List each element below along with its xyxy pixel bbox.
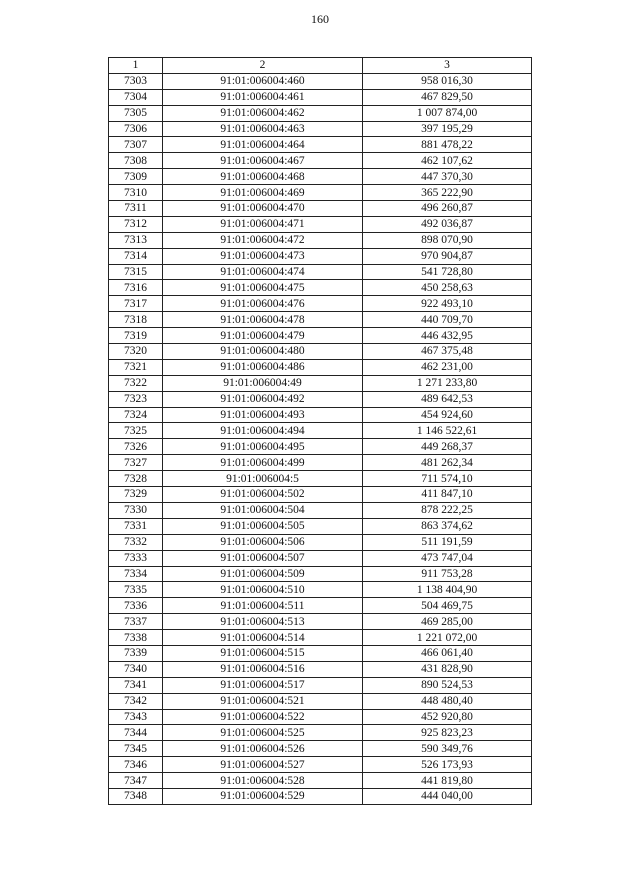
value-cell: 1 146 522,61	[363, 423, 532, 439]
value-cell: 466 061,40	[363, 645, 532, 661]
row-number-cell: 7321	[109, 359, 163, 375]
value-cell: 881 478,22	[363, 137, 532, 153]
cadastral-number-cell: 91:01:006004:526	[163, 741, 363, 757]
value-cell: 450 258,63	[363, 280, 532, 296]
row-number-cell: 7312	[109, 216, 163, 232]
row-number-cell: 7319	[109, 328, 163, 344]
table-row	[109, 328, 532, 344]
table-row	[109, 502, 532, 518]
value-cell: 448 480,40	[363, 693, 532, 709]
value-cell: 541 728,80	[363, 264, 532, 280]
row-number-cell: 7342	[109, 693, 163, 709]
value-cell: 473 747,04	[363, 550, 532, 566]
table-row	[109, 455, 532, 471]
row-number-cell: 7304	[109, 89, 163, 105]
value-cell: 452 920,80	[363, 709, 532, 725]
row-number-cell: 7309	[109, 169, 163, 185]
cadastral-number-cell: 91:01:006004:522	[163, 709, 363, 725]
cadastral-number-cell: 91:01:006004:499	[163, 455, 363, 471]
table-row	[109, 185, 532, 201]
cadastral-number-cell: 91:01:006004:527	[163, 757, 363, 773]
header-row	[109, 58, 532, 74]
row-number-cell: 7303	[109, 73, 163, 89]
row-number-cell: 7348	[109, 788, 163, 804]
value-cell: 925 823,23	[363, 725, 532, 741]
row-number-cell: 7344	[109, 725, 163, 741]
row-number-cell: 7337	[109, 614, 163, 630]
table-row	[109, 582, 532, 598]
table-row	[109, 248, 532, 264]
cadastral-number-cell: 91:01:006004:462	[163, 105, 363, 121]
cadastral-number-cell: 91:01:006004:513	[163, 614, 363, 630]
cadastral-number-cell: 91:01:006004:514	[163, 630, 363, 646]
table-row	[109, 169, 532, 185]
table-row	[109, 375, 532, 391]
table-row	[109, 264, 532, 280]
cadastral-number-cell: 91:01:006004:509	[163, 566, 363, 582]
value-cell: 911 753,28	[363, 566, 532, 582]
cadastral-number-cell: 91:01:006004:525	[163, 725, 363, 741]
cadastral-table	[108, 57, 532, 805]
table-row	[109, 216, 532, 232]
cadastral-number-cell: 91:01:006004:511	[163, 598, 363, 614]
row-number-cell: 7332	[109, 534, 163, 550]
cadastral-number-cell: 91:01:006004:475	[163, 280, 363, 296]
table-row	[109, 598, 532, 614]
value-cell: 489 642,53	[363, 391, 532, 407]
table-row	[109, 773, 532, 789]
row-number-cell: 7322	[109, 375, 163, 391]
column-header-2: 2	[163, 58, 363, 74]
value-cell: 469 285,00	[363, 614, 532, 630]
table-row	[109, 645, 532, 661]
table-row	[109, 153, 532, 169]
table-row	[109, 391, 532, 407]
value-cell: 863 374,62	[363, 518, 532, 534]
value-cell: 492 036,87	[363, 216, 532, 232]
row-number-cell: 7323	[109, 391, 163, 407]
cadastral-number-cell: 91:01:006004:470	[163, 201, 363, 217]
cadastral-number-cell: 91:01:006004:506	[163, 534, 363, 550]
row-number-cell: 7347	[109, 773, 163, 789]
row-number-cell: 7339	[109, 645, 163, 661]
value-cell: 496 260,87	[363, 201, 532, 217]
column-header-3: 3	[363, 58, 532, 74]
cadastral-number-cell: 91:01:006004:469	[163, 185, 363, 201]
cadastral-number-cell: 91:01:006004:494	[163, 423, 363, 439]
row-number-cell: 7325	[109, 423, 163, 439]
cadastral-number-cell: 91:01:006004:510	[163, 582, 363, 598]
table-row	[109, 725, 532, 741]
cadastral-number-cell: 91:01:006004:464	[163, 137, 363, 153]
row-number-cell: 7343	[109, 709, 163, 725]
row-number-cell: 7330	[109, 502, 163, 518]
table-row	[109, 550, 532, 566]
cadastral-number-cell: 91:01:006004:492	[163, 391, 363, 407]
value-cell: 481 262,34	[363, 455, 532, 471]
value-cell: 590 349,76	[363, 741, 532, 757]
table-row	[109, 518, 532, 534]
cadastral-number-cell: 91:01:006004:478	[163, 312, 363, 328]
row-number-cell: 7320	[109, 344, 163, 360]
cadastral-number-cell: 91:01:006004:474	[163, 264, 363, 280]
cadastral-number-cell: 91:01:006004:467	[163, 153, 363, 169]
table-row	[109, 439, 532, 455]
table-row	[109, 534, 532, 550]
table-row	[109, 614, 532, 630]
value-cell: 431 828,90	[363, 661, 532, 677]
row-number-cell: 7338	[109, 630, 163, 646]
table-row	[109, 359, 532, 375]
cadastral-number-cell: 91:01:006004:515	[163, 645, 363, 661]
value-cell: 449 268,37	[363, 439, 532, 455]
table-row	[109, 788, 532, 804]
cadastral-number-cell: 91:01:006004:517	[163, 677, 363, 693]
table-body	[109, 73, 532, 804]
value-cell: 504 469,75	[363, 598, 532, 614]
cadastral-number-cell: 91:01:006004:5	[163, 471, 363, 487]
row-number-cell: 7345	[109, 741, 163, 757]
cadastral-number-cell: 91:01:006004:49	[163, 375, 363, 391]
table-row	[109, 344, 532, 360]
cadastral-number-cell: 91:01:006004:479	[163, 328, 363, 344]
cadastral-number-cell: 91:01:006004:480	[163, 344, 363, 360]
row-number-cell: 7318	[109, 312, 163, 328]
table-row	[109, 407, 532, 423]
value-cell: 446 432,95	[363, 328, 532, 344]
value-cell: 970 904,87	[363, 248, 532, 264]
value-cell: 922 493,10	[363, 296, 532, 312]
row-number-cell: 7335	[109, 582, 163, 598]
value-cell: 1 007 874,00	[363, 105, 532, 121]
table-row	[109, 566, 532, 582]
cadastral-number-cell: 91:01:006004:495	[163, 439, 363, 455]
cadastral-number-cell: 91:01:006004:504	[163, 502, 363, 518]
row-number-cell: 7328	[109, 471, 163, 487]
value-cell: 467 375,48	[363, 344, 532, 360]
table-row	[109, 137, 532, 153]
column-header-1: 1	[109, 58, 163, 74]
cadastral-number-cell: 91:01:006004:486	[163, 359, 363, 375]
value-cell: 444 040,00	[363, 788, 532, 804]
table-row	[109, 280, 532, 296]
table-row	[109, 232, 532, 248]
row-number-cell: 7316	[109, 280, 163, 296]
cadastral-number-cell: 91:01:006004:516	[163, 661, 363, 677]
value-cell: 526 173,93	[363, 757, 532, 773]
value-cell: 890 524,53	[363, 677, 532, 693]
value-cell: 467 829,50	[363, 89, 532, 105]
value-cell: 878 222,25	[363, 502, 532, 518]
row-number-cell: 7333	[109, 550, 163, 566]
table-row	[109, 105, 532, 121]
value-cell: 411 847,10	[363, 487, 532, 503]
table-row	[109, 201, 532, 217]
row-number-cell: 7313	[109, 232, 163, 248]
table-row	[109, 487, 532, 503]
row-number-cell: 7326	[109, 439, 163, 455]
cadastral-number-cell: 91:01:006004:493	[163, 407, 363, 423]
page-number: 160	[311, 12, 329, 26]
value-cell: 511 191,59	[363, 534, 532, 550]
value-cell: 1 138 404,90	[363, 582, 532, 598]
value-cell: 1 271 233,80	[363, 375, 532, 391]
value-cell: 1 221 072,00	[363, 630, 532, 646]
value-cell: 454 924,60	[363, 407, 532, 423]
row-number-cell: 7305	[109, 105, 163, 121]
row-number-cell: 7311	[109, 201, 163, 217]
table-header	[109, 58, 532, 74]
row-number-cell: 7310	[109, 185, 163, 201]
table-row	[109, 423, 532, 439]
table-row	[109, 693, 532, 709]
value-cell: 462 107,62	[363, 153, 532, 169]
row-number-cell: 7340	[109, 661, 163, 677]
cadastral-number-cell: 91:01:006004:468	[163, 169, 363, 185]
row-number-cell: 7341	[109, 677, 163, 693]
table-row	[109, 89, 532, 105]
row-number-cell: 7331	[109, 518, 163, 534]
cadastral-number-cell: 91:01:006004:476	[163, 296, 363, 312]
table-row	[109, 121, 532, 137]
cadastral-number-cell: 91:01:006004:529	[163, 788, 363, 804]
cadastral-number-cell: 91:01:006004:463	[163, 121, 363, 137]
value-cell: 958 016,30	[363, 73, 532, 89]
row-number-cell: 7308	[109, 153, 163, 169]
value-cell: 462 231,00	[363, 359, 532, 375]
row-number-cell: 7315	[109, 264, 163, 280]
row-number-cell: 7314	[109, 248, 163, 264]
table-row	[109, 73, 532, 89]
row-number-cell: 7334	[109, 566, 163, 582]
table-row	[109, 661, 532, 677]
cadastral-number-cell: 91:01:006004:472	[163, 232, 363, 248]
table-row	[109, 709, 532, 725]
value-cell: 898 070,90	[363, 232, 532, 248]
row-number-cell: 7336	[109, 598, 163, 614]
table-row	[109, 471, 532, 487]
table-row	[109, 296, 532, 312]
table-row	[109, 312, 532, 328]
row-number-cell: 7317	[109, 296, 163, 312]
cadastral-number-cell: 91:01:006004:507	[163, 550, 363, 566]
value-cell: 397 195,29	[363, 121, 532, 137]
row-number-cell: 7324	[109, 407, 163, 423]
table-row	[109, 677, 532, 693]
value-cell: 440 709,70	[363, 312, 532, 328]
row-number-cell: 7307	[109, 137, 163, 153]
value-cell: 441 819,80	[363, 773, 532, 789]
cadastral-number-cell: 91:01:006004:521	[163, 693, 363, 709]
row-number-cell: 7306	[109, 121, 163, 137]
table-row	[109, 757, 532, 773]
cadastral-number-cell: 91:01:006004:528	[163, 773, 363, 789]
cadastral-number-cell: 91:01:006004:502	[163, 487, 363, 503]
cadastral-number-cell: 91:01:006004:505	[163, 518, 363, 534]
value-cell: 711 574,10	[363, 471, 532, 487]
table-row	[109, 741, 532, 757]
row-number-cell: 7329	[109, 487, 163, 503]
table-row	[109, 630, 532, 646]
value-cell: 365 222,90	[363, 185, 532, 201]
value-cell: 447 370,30	[363, 169, 532, 185]
cadastral-number-cell: 91:01:006004:461	[163, 89, 363, 105]
cadastral-number-cell: 91:01:006004:471	[163, 216, 363, 232]
cadastral-number-cell: 91:01:006004:460	[163, 73, 363, 89]
cadastral-number-cell: 91:01:006004:473	[163, 248, 363, 264]
row-number-cell: 7346	[109, 757, 163, 773]
row-number-cell: 7327	[109, 455, 163, 471]
